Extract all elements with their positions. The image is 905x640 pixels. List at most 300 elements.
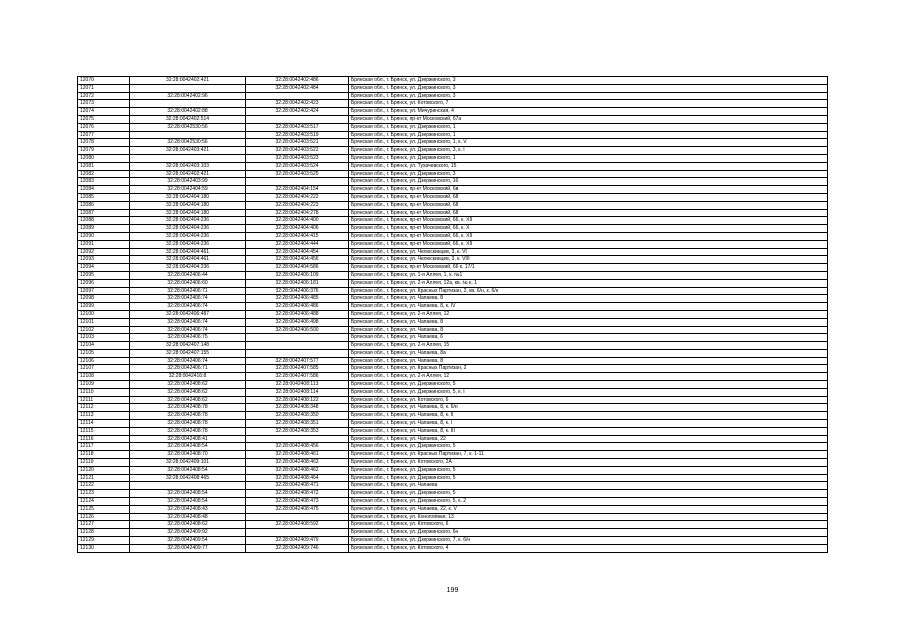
table-row [78,84,828,92]
cell-cad1: 32:28:0042408:54 [130,466,246,474]
table-row [78,193,828,201]
cell-cad1: 32:28:0042404:59 [130,186,246,194]
cell-cad2: 32:28:0042403:523 [246,154,349,162]
cell-num: 12115 [78,427,130,435]
cell-addr: Брянская обл., г. Брянск, ул. Дзержинского, 7, к. 6/н [349,537,828,545]
cell-cad2: 32:28:0042409:479 [246,537,349,545]
table-row [78,513,828,521]
table-row [78,474,828,482]
cell-addr: Брянская обл., г. Брянск, ул. Дзержинского, 3 [349,92,828,100]
cell-cad2: 32:28:0042406:181 [246,279,349,287]
cell-num: 12077 [78,131,130,139]
cell-addr: Брянская обл., г. Брянск, ул. 2-я Аллея, 12 [349,310,828,318]
cell-cad2 [246,342,349,350]
cell-addr: Брянская обл., г. Брянск, ул. Чапаева, 8 [349,295,828,303]
cell-addr: Брянская обл., г. Брянск, ул. Чапаева, 8 [349,318,828,326]
cell-num: 12092 [78,248,130,256]
table-row [78,256,828,264]
cell-cad2 [246,334,349,342]
table-row [78,544,828,552]
cell-num: 12124 [78,498,130,506]
table-row [78,217,828,225]
cell-addr: Брянская обл., г. Брянск, ул. Дзержинского, 3, к. I [349,147,828,155]
cell-addr: Брянская обл., г. Брянск, ул. Чапаева, 8, к. 6/н [349,404,828,412]
cell-addr: Брянская обл., г. Брянск, ул. Чапаева, 22 [349,435,828,443]
cell-cad1 [130,131,246,139]
cell-cad2: 32:28:0042408:114 [246,388,349,396]
table-row [78,412,828,420]
cell-cad2: 32:28:0042408:463 [246,459,349,467]
table-row [78,287,828,295]
cell-cad1: 32:28:0042402:421 [130,77,246,85]
cell-addr: Брянская обл., г. Брянск, ул. Дзержинского, 5 [349,490,828,498]
cell-addr: Брянская обл., г. Брянск, ул. Красных Партизан, 7, к. 1-11 [349,451,828,459]
cell-addr: Брянская обл., г. Брянск, ул. Чапаева, 8а [349,349,828,357]
cell-cad2: 32:28:0042408:464 [246,474,349,482]
table-row [78,498,828,506]
cell-addr: Брянская обл., г. Брянск, ул. 2-я Аллея, 12а, кв. № к. 1 [349,279,828,287]
cell-num: 12125 [78,505,130,513]
cell-num: 12107 [78,365,130,373]
cell-cad2: 32:28:0042404:456 [246,256,349,264]
cell-addr: Брянская обл., г. Брянск, пр-кт Московский, 68 [349,193,828,201]
table-row [78,139,828,147]
cell-cad1: 32:28:0042402:514 [130,115,246,123]
cell-cad1: 32:28:0042402:421 [130,170,246,178]
cell-num: 12121 [78,474,130,482]
cell-addr: Брянская обл., г. Брянск, пр-кт Московский, 6в [349,186,828,194]
table-row [78,170,828,178]
table-row [78,451,828,459]
cell-num: 12119 [78,459,130,467]
cell-cad2: 32:28:0042407:585 [246,365,349,373]
cell-num: 12128 [78,529,130,537]
cell-cad2: 32:28:0042404:278 [246,209,349,217]
cell-addr: Брянская обл., г. Брянск, ул. Чапаева, 8 [349,357,828,365]
cell-cad2: 32:28:0042406:485 [246,295,349,303]
cell-num: 12106 [78,357,130,365]
cell-cad2: 32:28:0042408:473 [246,498,349,506]
cell-cad2: 32:28:0042406:500 [246,326,349,334]
cell-cad2 [246,513,349,521]
cell-addr: Брянская обл., г. Брянск, ул. Котовского, 7 [349,100,828,108]
table-row [78,373,828,381]
cell-cad2 [246,435,349,443]
cell-num: 12073 [78,100,130,108]
cell-addr: Брянская обл., г. Брянск, ул. Красных Партизан, 2, кв. 6/н, к. 6/н [349,287,828,295]
table-row [78,248,828,256]
cell-num: 12096 [78,279,130,287]
cell-cad1: 32:28:0042404:236 [130,264,246,272]
cell-cad1: 32:28:0042407:148 [130,342,246,350]
cell-cad2: 32:28:0042406:488 [246,310,349,318]
cell-cad2: 32:28:0042404:400 [246,217,349,225]
cell-cad2: 32:28:0042408:462 [246,466,349,474]
cell-cad2: 32:28:0042408:461 [246,451,349,459]
cell-num: 12097 [78,287,130,295]
table-row [78,201,828,209]
cell-cad2: 32:28:0042402:486 [246,77,349,85]
cell-num: 12072 [78,92,130,100]
table-row [78,108,828,116]
cell-cad1: 32:28:0042402:96 [130,92,246,100]
cell-addr: Брянская обл., г. Брянск, ул. Чапаева, 8, к. II [349,412,828,420]
table-row [78,131,828,139]
cell-addr: Брянская обл., г. Брянск, пр-кт Московский, 66, к. XII [349,217,828,225]
cell-cad2: 32:28:0042408:350 [246,412,349,420]
cell-num: 12075 [78,115,130,123]
cell-cad2: 32:28:0042403:519 [246,131,349,139]
cell-addr: Брянская обл., г. Брянск, пр-кт Московский, 66 к. 17/1 [349,264,828,272]
cell-num: 12091 [78,240,130,248]
cell-cad1: 32:28:0042409:92 [130,529,246,537]
table-row [78,505,828,513]
cell-cad2: 32:28:0042408:122 [246,396,349,404]
cell-num: 12099 [78,303,130,311]
cell-cad2: 32:28:0042402:484 [246,84,349,92]
cell-cad2: 32:28:0042406:486 [246,303,349,311]
cell-num: 12078 [78,139,130,147]
cell-cad2: 32:28:0042406:498 [246,318,349,326]
cell-num: 12071 [78,84,130,92]
cell-num: 12126 [78,513,130,521]
cell-cad1: 32:28:0042404:461 [130,256,246,264]
cell-num: 12120 [78,466,130,474]
cell-cad1: 32:28:0042408:62 [130,381,246,389]
cell-addr: Брянская обл., г. Брянск, ул. Дзержинского, 1 [349,154,828,162]
cell-cad2: 32:28:0042404:415 [246,232,349,240]
cell-cad2: 32:28:0042404:222 [246,193,349,201]
cell-num: 12130 [78,544,130,552]
cell-cad2: 32:28:0042406:376 [246,287,349,295]
cell-cad1: 32:28:0042403:421 [130,147,246,155]
cell-cad2 [246,92,349,100]
table-row [78,459,828,467]
table-row [78,334,828,342]
cell-num: 12095 [78,271,130,279]
table-row [78,154,828,162]
cell-cad2: 32:28:0042404:154 [246,186,349,194]
cell-cad1: 32:28:0042404:180 [130,201,246,209]
cell-num: 12122 [78,482,130,490]
cell-cad2: 32:28:0042408:456 [246,443,349,451]
table-row [78,326,828,334]
cell-cad1: 32:28:0042408:54 [130,498,246,506]
table-row [78,381,828,389]
cell-cad1: 32:28:0042409:101 [130,459,246,467]
cell-num: 12090 [78,232,130,240]
cell-cad2: 32:28:0042407:586 [246,373,349,381]
cell-num: 12098 [78,295,130,303]
cell-cad1: 32:28:0042407:155 [130,349,246,357]
cell-cad1 [130,482,246,490]
table-row [78,420,828,428]
cell-cad1: 32:28:0042403:103 [130,162,246,170]
table-row [78,123,828,131]
cell-num: 12127 [78,521,130,529]
cell-addr: Брянская обл., г. Брянск, ул. Чапаева, 22, к. V [349,505,828,513]
cell-addr: Брянская обл., г. Брянск, ул. Чапаева [349,482,828,490]
cell-cad2: 32:28:0042403:525 [246,170,349,178]
table-row [78,318,828,326]
cell-cad1: 32:28:0042403:99 [130,178,246,186]
cell-cad1: 32:28:0042406:71 [130,287,246,295]
table-row [78,365,828,373]
cell-num: 12079 [78,147,130,155]
cell-num: 12110 [78,388,130,396]
cell-cad2: 32:28:0042406:109 [246,271,349,279]
cell-addr: Брянская обл., г. Брянск, ул. Дзержинского, 1, к. V [349,139,828,147]
cell-cad1 [130,154,246,162]
cell-num: 12094 [78,264,130,272]
table-row [78,115,828,123]
table-row [78,225,828,233]
table-row [78,466,828,474]
cell-num: 12102 [78,326,130,334]
cell-num: 12114 [78,420,130,428]
cell-addr: Брянская обл., г. Брянск, ул. Дзержинского, 5 [349,466,828,474]
cell-cad1: 32:28:0042406:74 [130,295,246,303]
cell-addr: Брянская обл., г. Брянск, пр-кт Московский, 66, к. XII [349,232,828,240]
table-row [78,178,828,186]
cell-num: 12070 [78,77,130,85]
cell-num: 12111 [78,396,130,404]
table-row [78,186,828,194]
cell-addr: Брянская обл., г. Брянск, ул. Дзержинского, 5 [349,474,828,482]
cell-addr: Брянская обл., г. Брянск, ул. Котовского, 4 [349,544,828,552]
cell-num: 12116 [78,435,130,443]
table-row [78,388,828,396]
cell-cad1: 32:28:0042404:236 [130,240,246,248]
cell-num: 12100 [78,310,130,318]
cell-addr: Брянская обл., г. Брянск, ул. Дзержинского, 3 [349,84,828,92]
cell-cad1: 32:28:0042406:74 [130,357,246,365]
cell-cad2: 32:28:0042402:424 [246,108,349,116]
cell-num: 12104 [78,342,130,350]
table-row [78,271,828,279]
cell-num: 12084 [78,186,130,194]
cell-addr: Брянская обл., г. Брянск, ул. Котовского, 2А [349,459,828,467]
cell-cad1: 32:28:0042409:54 [130,537,246,545]
cell-cad2 [246,529,349,537]
cell-cad1: 32:28:0042408:78 [130,412,246,420]
cell-addr: Брянская обл., г. Брянск, ул. Дзержинского, 16 [349,178,828,186]
cell-addr: Брянская обл., г. Брянск, ул. Дзержинского, 3 [349,170,828,178]
table-row [78,310,828,318]
table-row [78,529,828,537]
cell-cad2: 32:28:0042408:592 [246,521,349,529]
cell-cad1: 32:28:0042404:236 [130,225,246,233]
cell-cad2 [246,178,349,186]
cell-num: 12087 [78,209,130,217]
cell-addr: Брянская обл., г. Брянск, пр-кт Московский, 67а [349,115,828,123]
cell-addr: Брянская обл., г. Брянск, пр-кт Московский, 66, к. XII [349,240,828,248]
cell-cad1: 32:28:0042406:487 [130,310,246,318]
cell-num: 12129 [78,537,130,545]
cell-addr: Брянская обл., г. Брянск, ул. Челюскинцев, 3, к. VIII [349,256,828,264]
cell-addr: Брянская обл., г. Брянск, ул. Коноплёвая, 13 [349,513,828,521]
cell-cad1: 32:28:0042408:78 [130,404,246,412]
table-row [78,264,828,272]
cell-cad1: 32:28:0042404:236 [130,232,246,240]
cell-addr: Брянская обл., г. Брянск, ул. Дзержинского, 1 [349,131,828,139]
cell-cad1: 32:28:0042406:74 [130,326,246,334]
cell-cad1: 32:28:0042404:180 [130,193,246,201]
cell-addr: Брянская обл., г. Брянск, ул. Красных Партизан, 2 [349,365,828,373]
cell-addr: Брянская обл., г. Брянск, ул. Дзержинского, 5, к. 2 [349,498,828,506]
cell-cad1: 32:28:0042530:56 [130,123,246,131]
cell-cad1: 32:28:0042408:41 [130,435,246,443]
cell-cad2 [246,115,349,123]
cell-cad2: 32:28:0042408:351 [246,420,349,428]
table-row [78,482,828,490]
cell-cad2: 32:28:0042408:353 [246,427,349,435]
table-row [78,162,828,170]
cell-cad2: 32:28:0042409:746 [246,544,349,552]
cell-addr: Брянская обл., г. Брянск, ул. Чапаева, 6 [349,334,828,342]
cell-cad2: 32:28:0042404:223 [246,201,349,209]
table-row [78,209,828,217]
table-row [78,77,828,85]
cell-num: 12093 [78,256,130,264]
cell-addr: Брянская обл., г. Брянск, ул. Чапаева, 8, к. IV [349,303,828,311]
cell-cad1: 32:28:0042409:77 [130,544,246,552]
cell-cad1: 32:28:0042416:8 [130,373,246,381]
cell-cad1 [130,100,246,108]
cell-addr: Брянская обл., г. Брянск, пр-кт Московский, 68 [349,201,828,209]
cell-cad1 [130,84,246,92]
cell-cad1: 32:28:0042408:43 [130,505,246,513]
table-row [78,435,828,443]
cell-cad2: 32:28:0042403:521 [246,139,349,147]
cell-num: 12103 [78,334,130,342]
cell-num: 12123 [78,490,130,498]
cell-addr: Брянская обл., г. Брянск, ул. Дзержинского, 1 [349,123,828,131]
cell-addr: Брянская обл., г. Брянск, пр-кт Московский, 66, к. X [349,225,828,233]
cell-cad2: 32:28:0042403:522 [246,147,349,155]
cell-num: 12083 [78,178,130,186]
cell-cad2: 32:28:0042408:113 [246,381,349,389]
cell-addr: Брянская обл., г. Брянск, ул. Дзержинского, 5, к. I [349,388,828,396]
cell-num: 12080 [78,154,130,162]
cell-cad2 [246,349,349,357]
cell-addr: Брянская обл., г. Брянск, ул. Чапаева, 8, к. I [349,420,828,428]
cell-cad2: 32:28:0042408:472 [246,490,349,498]
cell-cad1: 32:28:0042404:236 [130,217,246,225]
cell-cad2: 32:28:0042404:444 [246,240,349,248]
cell-cad1: 32:28:0042406:44 [130,271,246,279]
page-number: 199 [446,587,459,594]
cell-cad2: 32:28:0042408:471 [246,482,349,490]
cell-cad1: 32:28:0042408:78 [130,427,246,435]
table-row [78,396,828,404]
cell-addr: Брянская обл., г. Брянск, ул. 1-я Аллея, 1, к. №1 [349,271,828,279]
table-row [78,427,828,435]
cell-addr: Брянская обл., г. Брянск, ул. Дзержинского, 5 [349,381,828,389]
cell-num: 12076 [78,123,130,131]
cell-num: 12074 [78,108,130,116]
cell-addr: Брянская обл., г. Брянск, ул. 2-я Аллея, 12 [349,373,828,381]
table-row [78,521,828,529]
cell-cad1: 32:28:0042408:62 [130,388,246,396]
cell-cad1: 32:28:0042408:48 [130,513,246,521]
cell-cad1: 32:28:0042408:62 [130,521,246,529]
table-row [78,303,828,311]
table-row [78,443,828,451]
cell-addr: Брянская обл., г. Брянск, ул. 2-я Аллея, 15 [349,342,828,350]
cell-num: 12105 [78,349,130,357]
cell-addr: Брянская обл., г. Брянск, ул. Котовского, 6 [349,396,828,404]
cell-cad1: 32:28:0042404:461 [130,248,246,256]
cell-addr: Брянская обл., г. Брянск, ул. Дзержинского, 3 [349,77,828,85]
cell-num: 12117 [78,443,130,451]
cell-cad1: 32:28:0042402:88 [130,108,246,116]
cell-cad2: 32:28:0042408:475 [246,505,349,513]
cell-num: 12109 [78,381,130,389]
cell-cad1: 32:28:0042530:56 [130,139,246,147]
cell-num: 12108 [78,373,130,381]
cell-cad2: 32:28:0042404:454 [246,248,349,256]
cell-cad2: 32:28:0042404:586 [246,264,349,272]
table-row [78,92,828,100]
cell-cad2: 32:28:0042403:524 [246,162,349,170]
table-row [78,147,828,155]
table-body [78,77,828,553]
cell-num: 12112 [78,404,130,412]
cell-num: 12088 [78,217,130,225]
table-row [78,279,828,287]
cell-cad1: 32:28:0042408:465 [130,474,246,482]
table-row [78,100,828,108]
cell-addr: Брянская обл., г. Брянск, ул. Челюскинцев, 3, к. VI [349,248,828,256]
cell-num: 12086 [78,201,130,209]
cell-addr: Брянская обл., г. Брянск, ул. Мичуринская, 4 [349,108,828,116]
cadastral-register-table [77,76,828,553]
table-row [78,232,828,240]
table-row [78,404,828,412]
table-row [78,349,828,357]
cell-cad1: 32:28:0042408:54 [130,490,246,498]
cell-addr: Брянская обл., г. Брянск, ул. Дзержинского, 5 [349,443,828,451]
table-row [78,537,828,545]
cell-num: 12082 [78,170,130,178]
table-row [78,490,828,498]
cell-addr: Брянская обл., г. Брянск, ул. Котовского, 6 [349,521,828,529]
cell-cad1: 32:28:0042406:75 [130,334,246,342]
cell-addr: Брянская обл., г. Брянск, ул. Чапаева, 8 [349,326,828,334]
cell-cad2: 32:28:0042407:577 [246,357,349,365]
cell-cad1: 32:28:0042408:78 [130,420,246,428]
cell-cad2: 32:28:0042403:517 [246,123,349,131]
cell-num: 12085 [78,193,130,201]
cell-addr: Брянская обл., г. Брянск, ул. Тухачевского, 15 [349,162,828,170]
cell-cad1: 32:28:0042404:180 [130,209,246,217]
cell-addr: Брянская обл., г. Брянск, ул. Дзержинского, 6н [349,529,828,537]
cell-cad1: 32:28:0042406:74 [130,318,246,326]
cell-cad1: 32:28:0042408:62 [130,396,246,404]
cell-num: 12081 [78,162,130,170]
cell-cad2: 32:28:0042404:406 [246,225,349,233]
cell-num: 12113 [78,412,130,420]
table-row [78,240,828,248]
table-row [78,357,828,365]
cell-num: 12118 [78,451,130,459]
cell-addr: Брянская обл., г. Брянск, ул. Чапаева, 8, к. III [349,427,828,435]
table-row [78,295,828,303]
table-row [78,342,828,350]
cell-cad1: 32:28:0042408:70 [130,451,246,459]
cell-num: 12089 [78,225,130,233]
